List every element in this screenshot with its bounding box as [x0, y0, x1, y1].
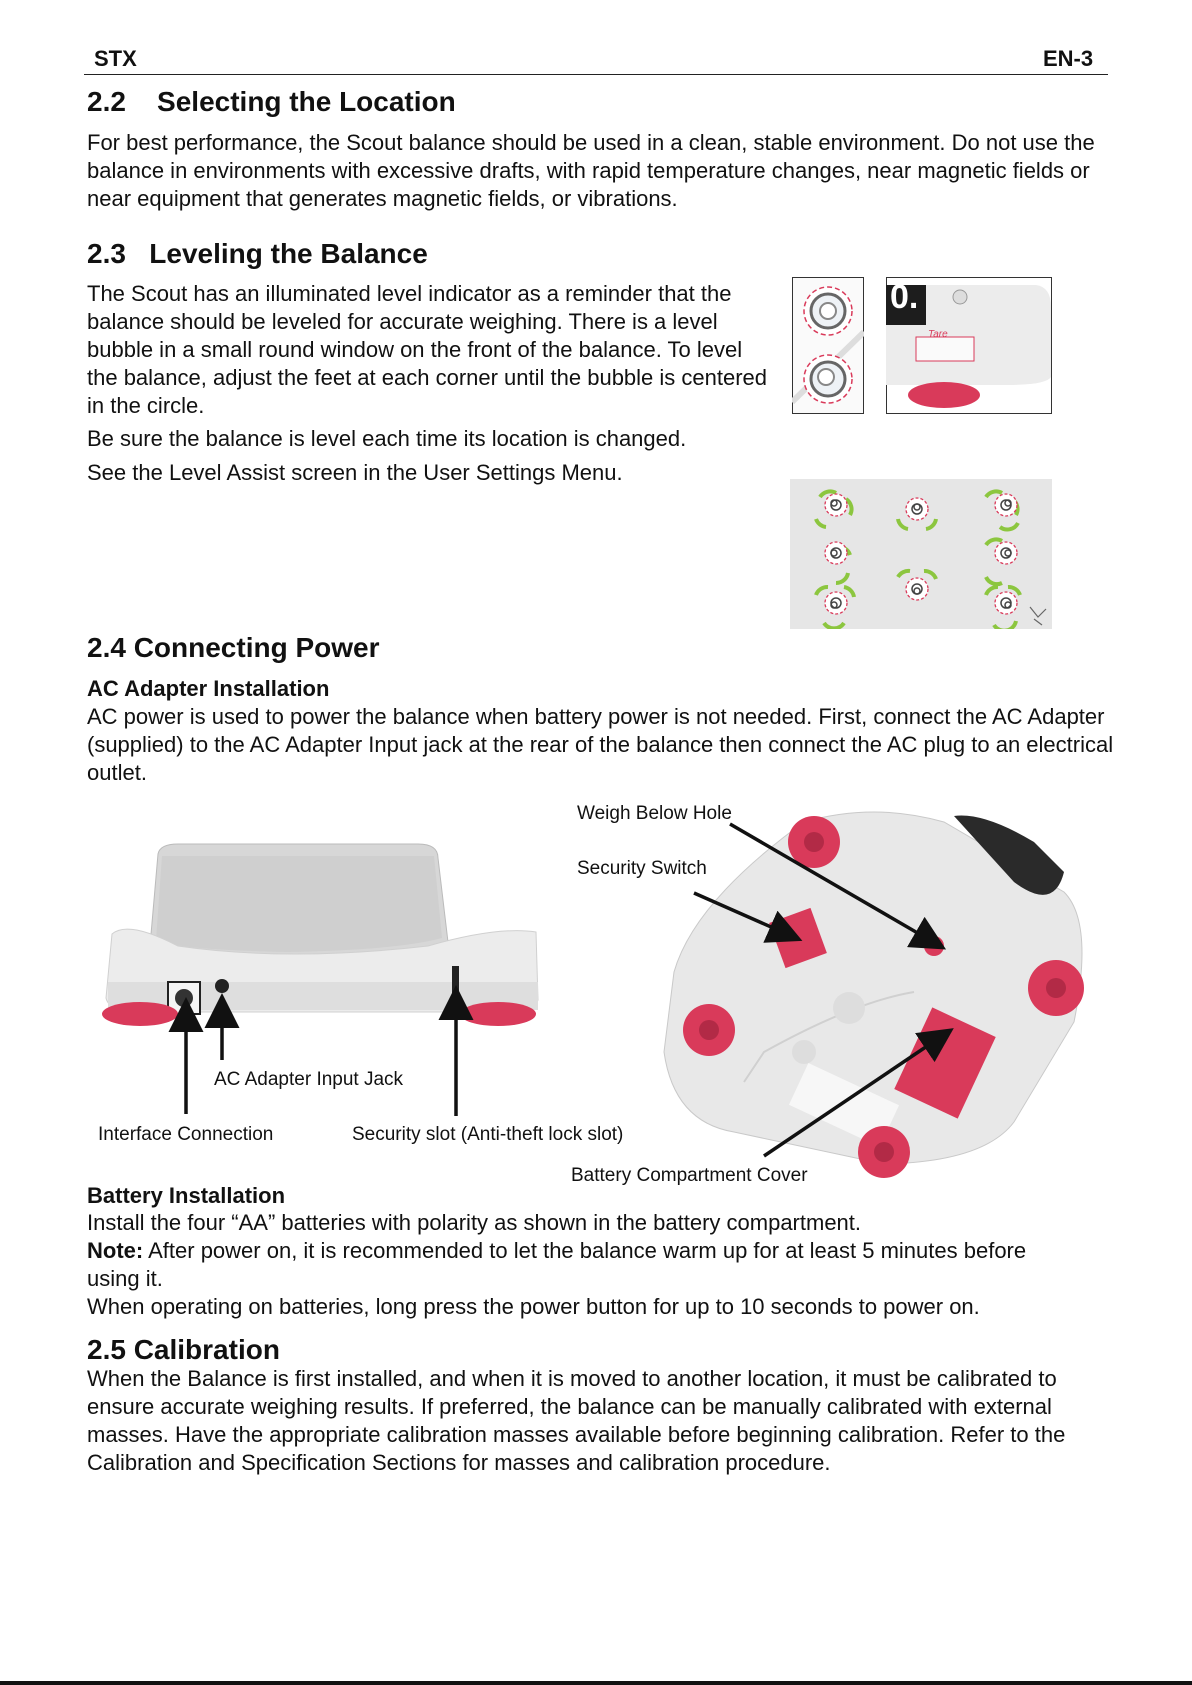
battery-body: Install the four “AA” batteries with polarity as shown in the battery compartment.	[87, 1210, 862, 1235]
doc-header-model: STX	[94, 46, 137, 71]
section-2-2-body: For best performance, the Scout balance should be used in a clean, stable environment. Do not use the balance in environments with excessive drafts, with rapid temperature changes, near magnetic fields or near equipment that generates magnetic fields, or vibrations.	[87, 130, 1095, 211]
section-2-3-para1: The Scout has an illuminated level indicator as a reminder that the balance should be leveled for accurate weighing. There is a level bubble in a small round window on the front of the balance. To level the balance, adjust the feet at each corner until the bubble is centered in the circle.	[87, 281, 768, 418]
note-body: After power on, it is recommended to let the balance warm up for at least 5 minutes before using it.	[87, 1238, 1027, 1291]
section-2-3-para2: Be sure the balance is level each time its location is changed.	[87, 426, 687, 451]
section-2-4-title: 2.4 Connecting Power	[87, 632, 380, 663]
ac-adapter-body: AC power is used to power the balance when battery power is not needed. First, connect the AC Adapter (supplied) to the AC Adapter Input jack at the rear of the balance then connect the AC plug to an electrical outlet.	[87, 704, 1114, 785]
label-interface-connection: Interface Connection	[98, 1124, 274, 1145]
note-label: Note:	[87, 1238, 144, 1263]
section-2-3-para3: See the Level Assist screen in the User Settings Menu.	[87, 460, 623, 485]
label-weigh-below-hole: Weigh Below Hole	[577, 803, 732, 824]
label-security-switch: Security Switch	[577, 858, 707, 879]
tare-key-label: Tare	[928, 329, 948, 340]
label-ac-adapter-jack: AC Adapter Input Jack	[214, 1069, 404, 1090]
page-bottom-edge	[0, 1681, 1192, 1685]
section-2-5-body: When the Balance is first installed, and when it is moved to another location, it must be calibrated to ensure accurate weighing results. If preferred, the balance can be manually calibrated with external masses. Have the appropriate calibration masses available before beginning calibration. Refer to the Calibration and Specification Sections for masses and calibration procedure.	[87, 1366, 1066, 1475]
section-2-5-title: 2.5 Calibration	[87, 1334, 280, 1365]
battery-power-on: When operating on batteries, long press the power button for up to 10 seconds to power on.	[87, 1294, 980, 1319]
ac-adapter-heading: AC Adapter Installation	[87, 676, 330, 701]
doc-header-page: EN-3	[1043, 46, 1094, 71]
section-2-2-title: 2.2 Selecting the Location	[87, 86, 456, 117]
battery-note	[87, 1237, 1077, 1293]
label-battery-cover: Battery Compartment Cover	[571, 1165, 808, 1186]
battery-heading: Battery Installation	[87, 1183, 286, 1208]
label-security-slot: Security slot (Anti-theft lock slot)	[352, 1124, 624, 1145]
section-2-3-title: 2.3 Leveling the Balance	[87, 238, 428, 269]
balance-display-digit: 0.	[890, 278, 919, 316]
